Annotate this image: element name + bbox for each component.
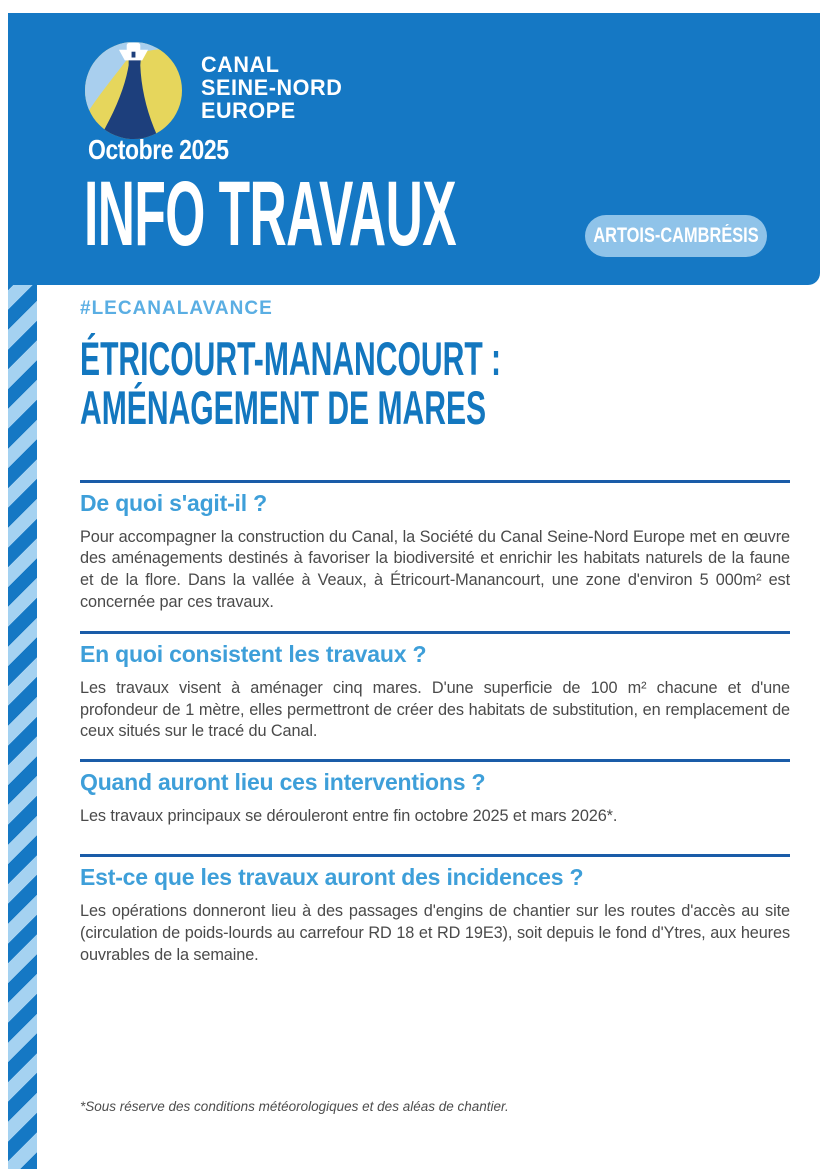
logo-wordmark bbox=[201, 54, 342, 123]
canal-logo-icon bbox=[85, 42, 182, 139]
issue-date: Octobre 2025 bbox=[88, 134, 229, 165]
header-banner bbox=[8, 13, 820, 285]
logo-line-2: SEINE-NORD bbox=[201, 74, 343, 100]
article-content bbox=[80, 298, 790, 1114]
logo-line-3: EUROPE bbox=[201, 97, 296, 123]
hashtag-label: #LECANALAVANCE bbox=[80, 298, 273, 319]
logo-line-1: CANAL bbox=[201, 52, 280, 77]
article-title bbox=[80, 334, 534, 433]
section-rule bbox=[80, 480, 790, 483]
section-heading: En quoi consistent les travaux ? bbox=[80, 640, 427, 667]
section-body: Pour accompagner la construction du Canal, la Société du Canal Seine-Nord Europe met en œuvre des aménagements destinés à favoriser la biodiversité et enrichir les habitats naturels de la faune et de la flore. Dans la vallée à Veaux, à Étricourt-Manancourt, une zone d'environ 5 000m² est concernée par ces travaux. bbox=[80, 527, 790, 612]
section-rule bbox=[80, 759, 790, 762]
section-heading: Quand auront lieu ces interventions ? bbox=[80, 769, 486, 796]
section-body: Les travaux principaux se dérouleront entre fin octobre 2025 et mars 2026*. bbox=[80, 807, 618, 826]
region-badge bbox=[585, 215, 767, 257]
section-impacts bbox=[80, 854, 790, 966]
section-heading: De quoi s'agit-il ? bbox=[80, 489, 267, 516]
section-what-is-it bbox=[80, 480, 790, 614]
newsletter-title: INFO TRAVAUX bbox=[84, 163, 457, 265]
region-badge-label: ARTOIS-CAMBRÉSIS bbox=[593, 224, 759, 247]
section-what-works bbox=[80, 631, 790, 743]
article-title-line-1: ÉTRICOURT-MANANCOURT : bbox=[80, 332, 502, 385]
section-rule bbox=[80, 854, 790, 857]
article-title-line-2: AMÉNAGEMENT DE MARES bbox=[80, 381, 487, 435]
footnote: *Sous réserve des conditions météorologiques et des aléas de chantier. bbox=[80, 1099, 509, 1115]
section-when bbox=[80, 759, 790, 828]
section-heading: Est-ce que les travaux auront des incidences ? bbox=[80, 863, 584, 890]
section-rule bbox=[80, 631, 790, 634]
section-body: Les opérations donneront lieu à des passages d'engins de chantier sur les routes d'accès au site (circulation de poids-lourds au carrefour RD 18 et RD 19E3), soit depuis le fond d'Ytres, aux heures ouvrables de la semaine. bbox=[80, 901, 790, 964]
canal-seine-nord-europe-logo bbox=[85, 41, 415, 141]
section-body: Les travaux visent à aménager cinq mares. D'une superficie de 100 m² chacune et d'une profondeur de 1 mètre, elles permettront de créer des habitats de substitution, en remplacement de ceux situés sur le tracé du Canal. bbox=[80, 678, 790, 741]
